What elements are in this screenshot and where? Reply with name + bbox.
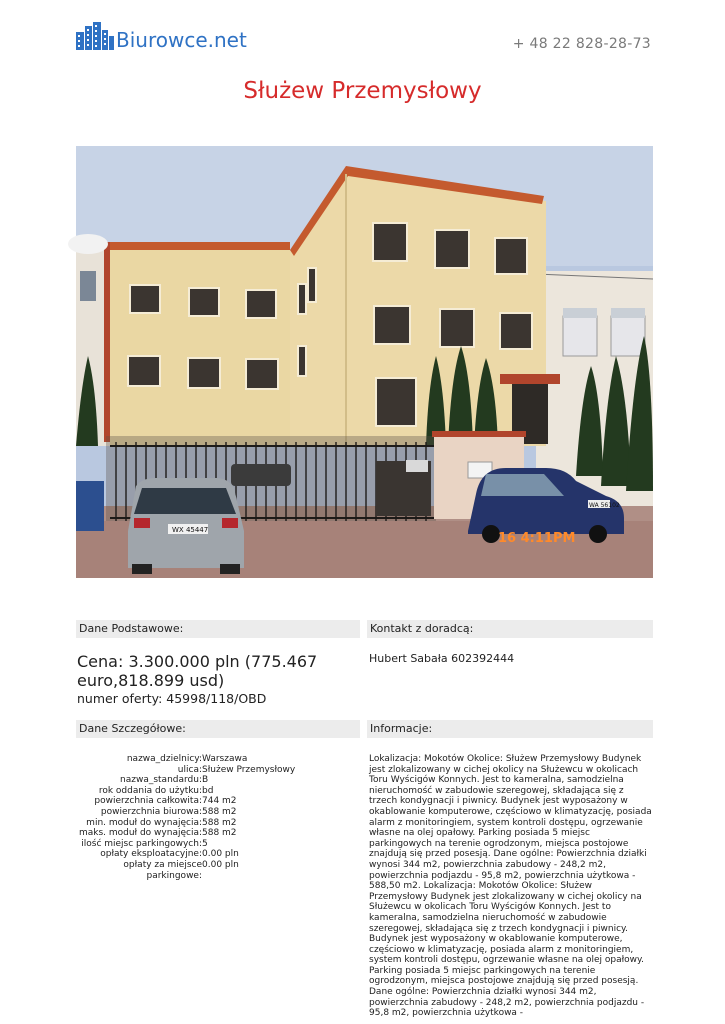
detail-value: 744 m2 xyxy=(202,796,237,807)
plate-left: WX 45447 xyxy=(172,526,209,534)
buildings-icon xyxy=(76,22,114,50)
detail-row xyxy=(77,807,347,818)
detail-value: 588 m2 xyxy=(202,828,237,839)
detail-label: ilość miejsc parkingowych: xyxy=(81,838,202,849)
detail-row xyxy=(77,786,347,797)
detail-row xyxy=(77,754,347,765)
basic-info-heading: Dane Podstawowe: xyxy=(76,620,360,638)
detail-value: 5 xyxy=(202,838,208,849)
detail-label: opłaty za miejsce xyxy=(123,859,202,870)
detail-label: rok oddania do użytku: xyxy=(98,785,202,796)
details-heading: Dane Szczegółowe: xyxy=(76,720,360,738)
detail-row xyxy=(77,775,347,786)
detail-label: nazwa_dzielnicy: xyxy=(126,754,202,764)
building-photo xyxy=(76,146,653,578)
offer-number: numer oferty: 45998/118/OBD xyxy=(77,691,267,706)
detail-value: 588 m2 xyxy=(202,806,237,817)
phone-number[interactable]: + 48 22 828-28-73 xyxy=(512,36,651,52)
detail-row xyxy=(77,839,347,850)
site-logo[interactable] xyxy=(76,22,247,50)
detail-value: 0.00 pln xyxy=(202,859,239,870)
detail-row xyxy=(77,860,347,871)
detail-row xyxy=(77,765,347,776)
detail-row xyxy=(77,828,347,839)
plate-right: WA 56102 xyxy=(589,502,620,509)
detail-label: parkingowe: xyxy=(146,870,202,881)
detail-row xyxy=(77,818,347,829)
contact-heading: Kontakt z doradcą: xyxy=(367,620,653,638)
detail-label: opłaty eksploatacyjne: xyxy=(100,849,202,860)
detail-label: nazwa_standardu: xyxy=(120,775,202,786)
detail-value: bd xyxy=(202,785,214,796)
detail-label: powierzchnia całkowita: xyxy=(94,796,202,807)
details-table xyxy=(77,754,347,881)
photo-timestamp: 16 4:11PM xyxy=(498,531,576,546)
detail-label: powierzchnia biurowa: xyxy=(100,806,202,817)
detail-value: 0.00 pln xyxy=(202,849,239,860)
logo-text: Biurowce.net xyxy=(116,28,247,52)
page-title: Służew Przemysłowy xyxy=(243,78,482,104)
info-heading: Informacje: xyxy=(367,720,653,738)
detail-label: maks. moduł do wynajęcia: xyxy=(78,828,202,839)
detail-row xyxy=(77,871,347,882)
detail-row xyxy=(77,796,347,807)
detail-label: ulica: xyxy=(177,764,202,775)
detail-value: Warszawa xyxy=(202,754,248,764)
detail-label: min. moduł do wynajęcia: xyxy=(86,817,202,828)
detail-row xyxy=(77,849,347,860)
detail-value: 588 m2 xyxy=(202,817,237,828)
detail-value: Służew Przemysłowy xyxy=(202,764,296,775)
price: Cena: 3.300.000 pln (775.467 euro,818.899 usd) xyxy=(77,652,318,690)
info-text: Lokalizacja: Mokotów Okolice: Służew Przemysłowy Budynek jest zlokalizowany w cichej okolicy na Służewcu w okolicach Toru Wyścigów Konnych. Jest to kameralna, samodzielna nieruchomość w zabudowie szeregowej, składająca się z trzech kondygnacji i piwnicy. Budynek jest wyposażony w okablowanie komputerowe, częściowo w klimatyzację, posiada alarm z monitoringiem, system kontroli dostępu, ogrzewanie własne na olej opałowy. Parking posiada 5 miejsc parkingowych na terenie ogrodzonym, miejsca postojowe znajdują się przed posesją. Dane ogólne: Powierzchnia działki wynosi 344 m2, powierzchnia zabudowy - 248,2 m2, powierzchnia podjazdu - 95,8 m2, powierzchnia użytkowa - 588,50 m2. Lokalizacja: Mokotów Okolice: Służew Przemysłowy Budynek jest zlokalizowany w cichej okolicy na Służewcu w okolicach Toru Wyścigów Konnych. Jest to kameralna, samodzielna nieruchomość w zabudowie szeregowej, składająca się z trzech kondygnacji i piwnicy. Budynek jest wyposażony w okablowanie komputerowe, częściowo w klimatyzację, posiada alarm z monitoringiem, system kontroli dostępu, ogrzewanie własne na olej opałowy. Parking posiada 5 miejsc parkingowych na terenie ogrodzonym, miejsca postojowe znajdują się przed posesją. Dane ogólne: Powierzchnia działki wynosi 344 m2, powierzchnia zabudowy - 248,2 m2, powierzchnia podjazdu - 95,8 m2, powierzchnia użytkowa - xyxy=(369,754,652,1019)
detail-value: B xyxy=(202,775,209,786)
advisor-contact[interactable]: Hubert Sabała 602392444 xyxy=(369,652,515,665)
